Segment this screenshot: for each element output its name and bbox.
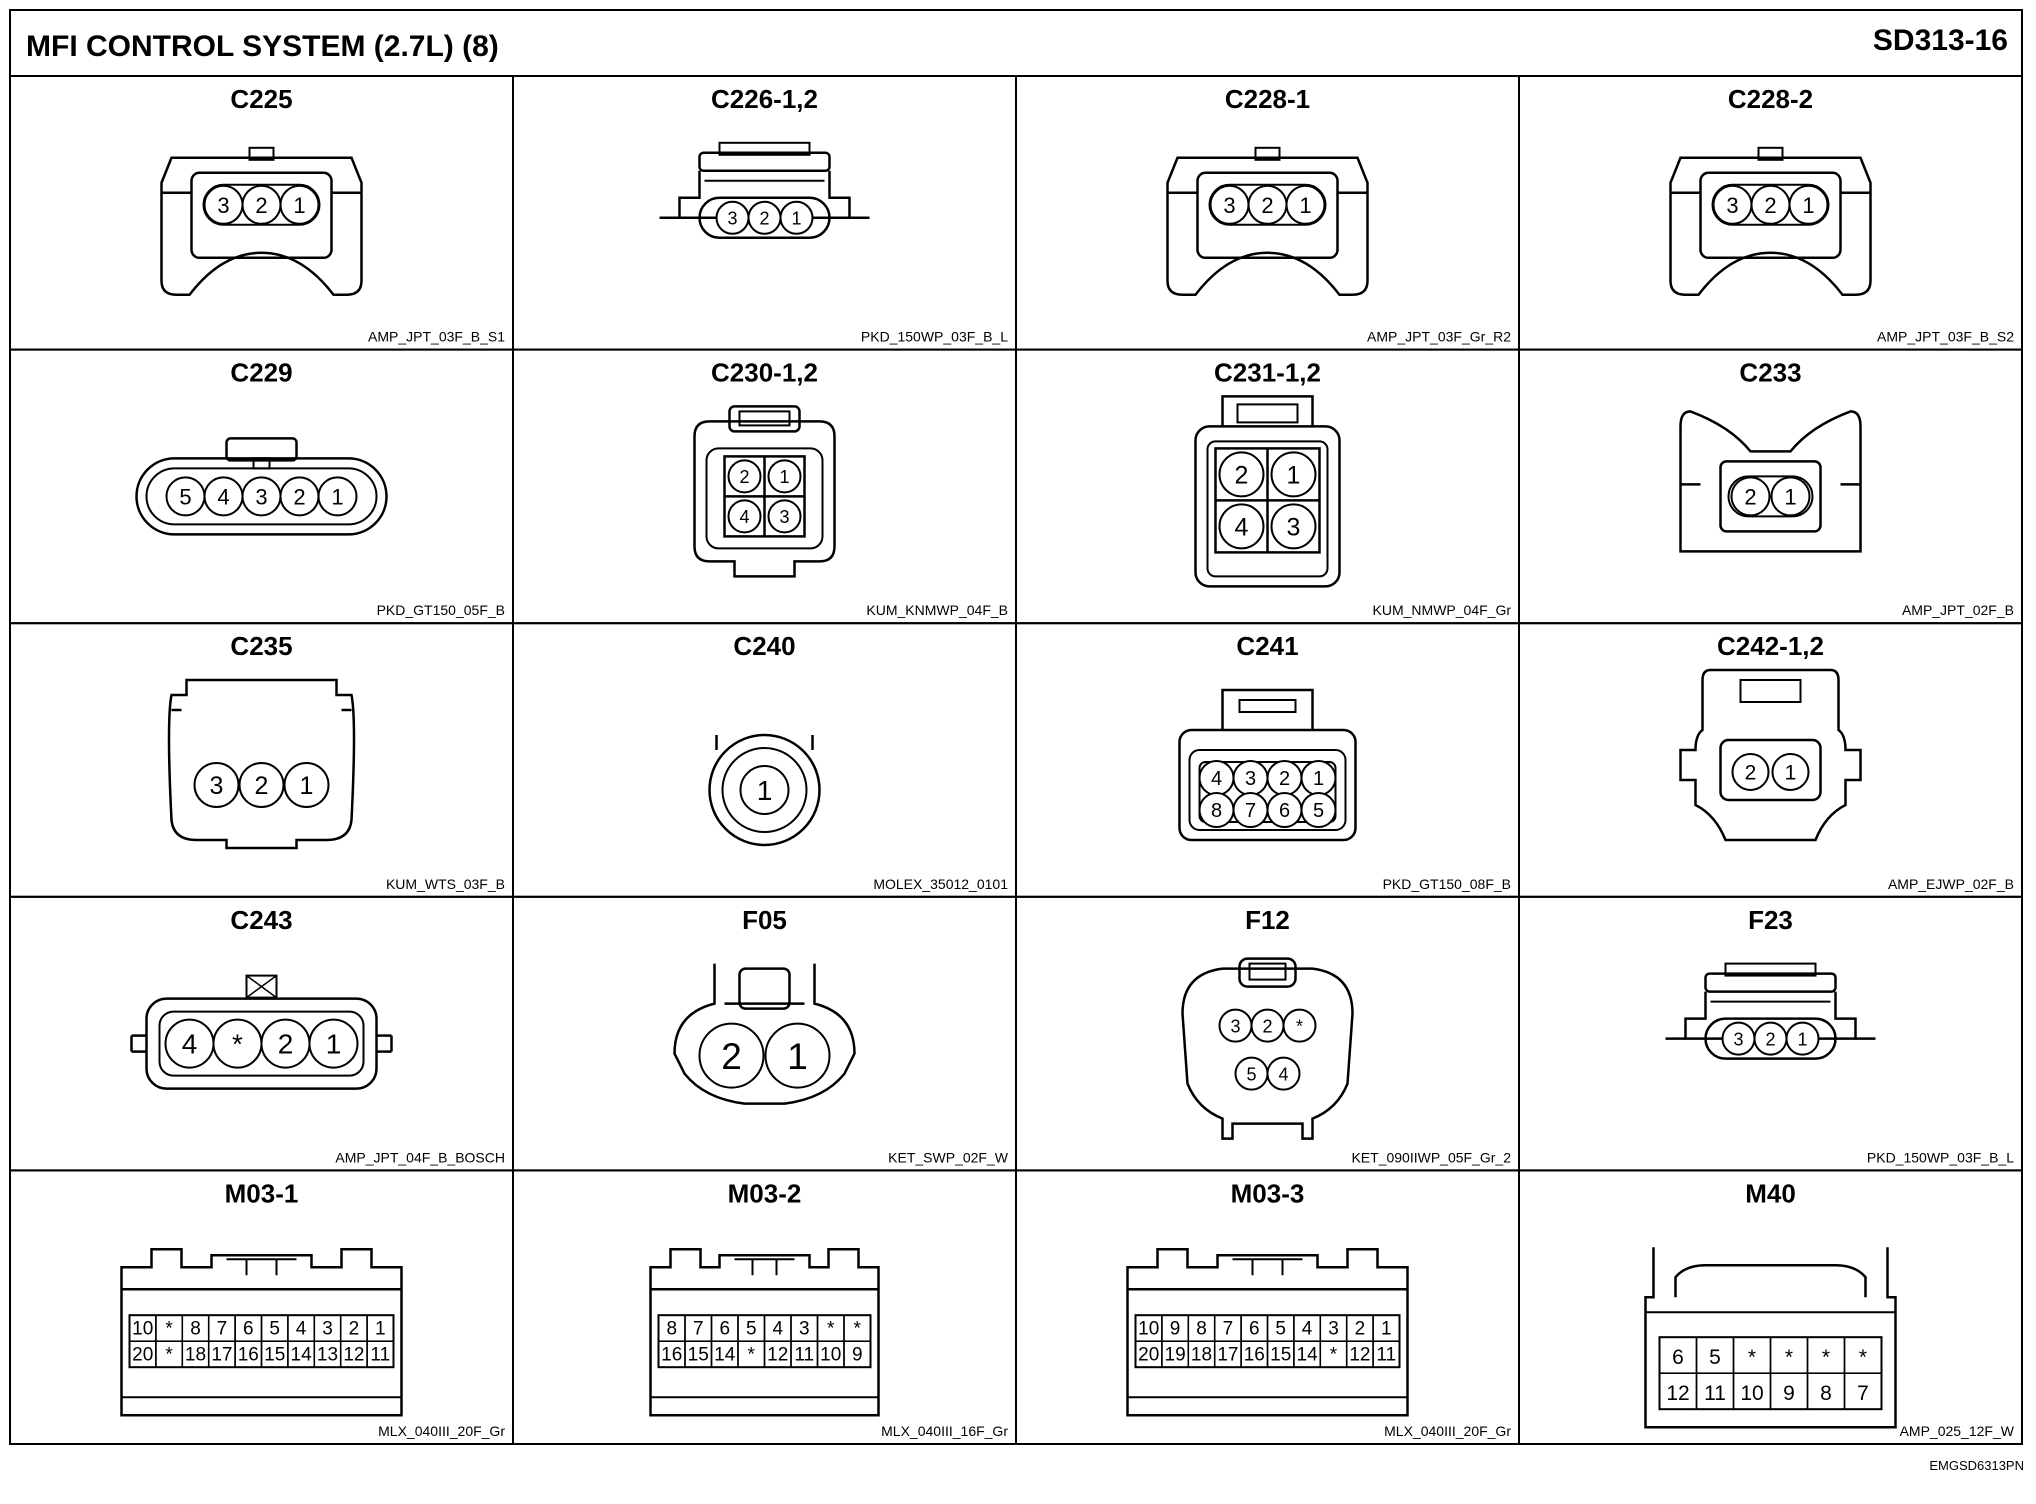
latch — [1741, 680, 1801, 702]
connector-cell-c243 — [10, 897, 513, 1171]
connector-cell-c231-1-2 — [1016, 350, 1519, 624]
pin-number: 6 — [1672, 1345, 1684, 1369]
pin-number: 10 — [820, 1344, 842, 1366]
pin-number: 4 — [295, 1318, 307, 1340]
connector-cell-m40 — [1519, 1170, 2022, 1444]
pin-number: 3 — [255, 484, 268, 510]
pin-number: 12 — [767, 1344, 789, 1366]
connector-name: C226-1,2 — [711, 84, 818, 114]
connector-name: C228-2 — [1727, 84, 1814, 114]
connector-housing-outline — [1183, 969, 1353, 1139]
connector-name: M03-1 — [224, 1178, 299, 1209]
pin-number: 1 — [299, 772, 314, 801]
connector-part-number: AMP_JPT_04F_B_BOSCH — [335, 1149, 505, 1166]
pin-number: 1 — [1797, 1029, 1808, 1050]
pin-number: 7 — [1857, 1381, 1869, 1405]
connector-name: C233 — [1739, 357, 1802, 388]
pin-number: 2 — [1765, 1029, 1776, 1050]
cell-border — [1519, 350, 2022, 624]
latch — [227, 438, 297, 460]
pin-number: * — [1821, 1345, 1831, 1369]
connector-cell-c228-1 — [1016, 76, 1519, 350]
pin-number: 1 — [1299, 192, 1312, 218]
pin-number: 17 — [211, 1344, 233, 1366]
pin-number: 2 — [1234, 461, 1249, 490]
cell-border — [513, 897, 1016, 1171]
connector-cell-c235 — [10, 623, 513, 897]
connector-cell-f05 — [513, 897, 1016, 1171]
pin-number: 3 — [322, 1318, 333, 1340]
connector-cell-c233 — [1519, 350, 2022, 624]
pin-number: 16 — [1243, 1344, 1265, 1366]
connector-part-number: PKD_150WP_03F_B_L — [1866, 1149, 2014, 1166]
connector-part-number: KET_SWP_02F_W — [888, 1149, 1008, 1166]
pin-number: 16 — [237, 1344, 259, 1366]
connector-part-number: MLX_040III_16F_Gr — [881, 1423, 1008, 1439]
cell-border — [10, 623, 513, 897]
pin-number: 3 — [1286, 513, 1301, 542]
connector-part-number: KUM_NMWP_04F_Gr — [1372, 602, 1511, 619]
pin-number: 2 — [1744, 484, 1757, 510]
connector-part-number: KET_090IIWP_05F_Gr_2 — [1351, 1149, 1511, 1166]
pin-number: 20 — [1138, 1344, 1160, 1366]
pin-number: 13 — [316, 1344, 339, 1366]
pin-number: 2 — [759, 208, 770, 229]
pin-number: 7 — [692, 1318, 704, 1340]
connector-cell-c226-1-2 — [513, 76, 1016, 350]
pin-number: 18 — [1190, 1344, 1213, 1366]
pin-number: 15 — [687, 1344, 709, 1366]
pin-number: 5 — [745, 1318, 757, 1340]
connector-name: C225 — [230, 84, 293, 114]
connector-housing-outline — [1681, 670, 1861, 840]
pin-number: 12 — [343, 1344, 365, 1366]
connector-name: C230-1,2 — [711, 357, 818, 388]
pin-number: * — [827, 1318, 835, 1340]
pin-number: 10 — [1740, 1381, 1764, 1405]
pin-number: 11 — [794, 1344, 815, 1366]
connector-cell-c241 — [1016, 623, 1519, 897]
pin-number: 5 — [1312, 800, 1325, 823]
pin-number: 20 — [132, 1344, 154, 1366]
pin-number: 9 — [1169, 1318, 1181, 1340]
cell-border — [1016, 1170, 1519, 1444]
pin-number: 2 — [348, 1318, 360, 1340]
pin-number: 1 — [779, 467, 790, 488]
pin-number: 4 — [739, 507, 750, 528]
connector-name: C243 — [230, 904, 293, 935]
connector-cell-c229 — [10, 350, 513, 624]
pin-number: 6 — [1249, 1318, 1260, 1340]
pin-number: 1 — [1312, 768, 1325, 791]
pin-number: 5 — [1246, 1064, 1257, 1085]
pin-number: 3 — [217, 192, 230, 218]
pin-number: 15 — [264, 1344, 286, 1366]
pin-number: 1 — [1381, 1318, 1392, 1340]
pin-number: 1 — [325, 1028, 342, 1060]
connector-name: M03-2 — [727, 1178, 802, 1209]
pin-number: 1 — [375, 1318, 386, 1340]
pin-number: * — [1747, 1345, 1757, 1369]
pin-number: 2 — [1278, 768, 1291, 791]
connector-name: F23 — [1748, 904, 1793, 935]
connector-grid — [10, 76, 2022, 1444]
connector-part-number: AMP_JPT_03F_B_S1 — [368, 328, 505, 345]
pin-number: 10 — [1138, 1318, 1160, 1340]
pin-number: 11 — [1376, 1344, 1397, 1366]
pin-number: * — [1295, 1016, 1304, 1037]
pin-number: 2 — [1354, 1318, 1366, 1340]
pin-number: 2 — [293, 484, 306, 510]
pin-number: 2 — [721, 1036, 742, 1078]
connector-housing-outline — [675, 964, 855, 1104]
pin-number: 6 — [243, 1318, 254, 1340]
pin-number: 11 — [1704, 1381, 1726, 1405]
connector-name: C242-1,2 — [1717, 631, 1824, 662]
connector-name: M40 — [1745, 1178, 1796, 1209]
pin-number: 1 — [293, 192, 306, 218]
connector-name: C228-1 — [1224, 84, 1311, 114]
pin-number: 14 — [1296, 1344, 1318, 1366]
pin-number: 12 — [1349, 1344, 1371, 1366]
pin-number: 1 — [1802, 192, 1815, 218]
connector-part-number: PKD_GT150_05F_B — [376, 602, 505, 619]
cell-border — [513, 623, 1016, 897]
pin-number: 8 — [1210, 800, 1223, 823]
pin-number: * — [1784, 1345, 1794, 1369]
connector-name: C235 — [230, 631, 293, 662]
pin-number: 19 — [1164, 1344, 1186, 1366]
pin-number: 9 — [1783, 1381, 1795, 1405]
connector-name: C229 — [230, 357, 293, 388]
pin-number: 2 — [1262, 1016, 1273, 1037]
pin-number: 3 — [1244, 768, 1257, 791]
pin-number: 14 — [290, 1344, 312, 1366]
pin-number: * — [165, 1318, 173, 1340]
sheet-title: MFI CONTROL SYSTEM (2.7L) (8) — [26, 30, 499, 63]
pin-number: 11 — [370, 1344, 391, 1366]
cell-border — [513, 1170, 1016, 1444]
connector-part-number: KUM_KNMWP_04F_B — [866, 602, 1008, 619]
pin-number: 16 — [661, 1344, 683, 1366]
pin-number: 2 — [277, 1028, 294, 1060]
pin-number: 9 — [851, 1344, 863, 1366]
pin-number: 1 — [1784, 761, 1797, 785]
pin-number: 7 — [1222, 1318, 1234, 1340]
pin-number: 10 — [132, 1318, 154, 1340]
pin-number: 1 — [1784, 484, 1797, 510]
latch — [1240, 700, 1296, 712]
connector-part-number: KUM_WTS_03F_B — [385, 875, 505, 892]
pin-number: 3 — [1328, 1318, 1339, 1340]
pin-number: 8 — [1196, 1318, 1207, 1340]
connector-cell-m03-2 — [513, 1170, 1016, 1444]
connector-housing-outline — [1223, 690, 1313, 730]
pin-number: 2 — [254, 772, 269, 801]
connector-cell-f23 — [1519, 897, 2022, 1171]
pin-number: 3 — [1733, 1029, 1744, 1050]
connector-housing-outline — [1676, 1265, 1866, 1297]
connector-cell-c228-2 — [1519, 76, 2022, 350]
pin-number: * — [853, 1318, 861, 1340]
connector-cell-m03-3 — [1016, 1170, 1519, 1444]
connector-part-number: PKD_150WP_03F_B_L — [860, 328, 1008, 345]
connector-part-number: AMP_025_12F_W — [1899, 1423, 2014, 1439]
pin-number: 2 — [1261, 192, 1274, 218]
pin-number: 4 — [1278, 1064, 1289, 1085]
sheet-code: SD313-16 — [1872, 24, 2008, 57]
connector-cell-c240 — [513, 623, 1016, 897]
pin-number: 8 — [190, 1318, 201, 1340]
pin-number: 1 — [1286, 461, 1301, 490]
pin-number: 3 — [209, 772, 224, 801]
connector-cell-c225 — [10, 76, 513, 350]
pin-number: 6 — [1278, 800, 1291, 823]
pin-number: 4 — [1234, 513, 1249, 542]
connector-name: F12 — [1245, 904, 1290, 935]
pin-number: 2 — [1744, 761, 1757, 785]
pin-number: 5 — [269, 1318, 280, 1340]
pin-number: 8 — [1820, 1381, 1832, 1405]
connector-part-number: AMP_JPT_03F_B_S2 — [1877, 328, 2014, 345]
connector-name: C240 — [733, 631, 796, 662]
pin-number: 5 — [179, 484, 192, 510]
pin-number: * — [1858, 1345, 1868, 1369]
connector-part-number: MLX_040III_20F_Gr — [1384, 1423, 1511, 1439]
pin-number: 3 — [798, 1318, 810, 1340]
pin-number: 2 — [1764, 192, 1777, 218]
pin-number: 12 — [1666, 1381, 1690, 1405]
pin-number: 5 — [1275, 1318, 1286, 1340]
connector-cell-c230-1-2 — [513, 350, 1016, 624]
pin-number: 4 — [181, 1028, 198, 1060]
pin-number: 17 — [1217, 1344, 1239, 1366]
connector-part-number: AMP_EJWP_02F_B — [1887, 875, 2014, 892]
pin-number: 3 — [1726, 192, 1739, 218]
pin-number: 3 — [1223, 192, 1236, 218]
pin-number: 3 — [1230, 1016, 1241, 1037]
cell-border — [1016, 623, 1519, 897]
pin-number: * — [232, 1028, 243, 1060]
pin-number: 6 — [719, 1318, 731, 1340]
connector-part-number: AMP_JPT_02F_B — [1901, 602, 2014, 619]
pin-number: 1 — [787, 1036, 808, 1078]
pin-number: 1 — [791, 208, 802, 229]
connector-part-number: MOLEX_35012_0101 — [873, 875, 1008, 892]
cell-border — [1519, 623, 2022, 897]
latch — [1238, 404, 1298, 422]
pin-number: 1 — [756, 775, 773, 807]
pin-number: * — [1329, 1344, 1338, 1366]
cell-border — [10, 897, 513, 1171]
pin-number: 18 — [184, 1344, 207, 1366]
pin-number: 2 — [739, 467, 750, 488]
pin-number: 8 — [666, 1318, 678, 1340]
footer-code: EMGSD6313PN — [1929, 1458, 2024, 1473]
pin-number: 3 — [779, 507, 790, 528]
pin-number: 2 — [255, 192, 268, 218]
pin-number: 3 — [727, 208, 738, 229]
pin-number: 5 — [1709, 1345, 1721, 1369]
pin-number: 4 — [772, 1318, 784, 1340]
pin-number: 4 — [217, 484, 230, 510]
pin-number: 1 — [331, 484, 344, 510]
connector-name: C231-1,2 — [1214, 357, 1321, 388]
pin-number: 7 — [216, 1318, 228, 1340]
pin-number: 4 — [1301, 1318, 1313, 1340]
connector-cell-c242-1-2 — [1519, 623, 2022, 897]
pin-number: * — [747, 1344, 755, 1366]
connector-part-number: MLX_040III_20F_Gr — [378, 1423, 505, 1439]
connector-part-number: PKD_GT150_08F_B — [1382, 875, 1511, 892]
pin-number: 7 — [1244, 800, 1257, 823]
connector-cell-f12 — [1016, 897, 1519, 1171]
pin-number: 14 — [714, 1344, 736, 1366]
connector-part-number: AMP_JPT_03F_Gr_R2 — [1367, 328, 1511, 345]
pin-number: 15 — [1270, 1344, 1292, 1366]
connector-name: F05 — [742, 904, 787, 935]
connector-name: C241 — [1236, 631, 1299, 662]
connector-name: M03-3 — [1230, 1178, 1305, 1209]
pin-number: * — [165, 1344, 173, 1366]
connector-cell-m03-1 — [10, 1170, 513, 1444]
cell-border — [10, 1170, 513, 1444]
pin-number: 4 — [1210, 768, 1223, 791]
